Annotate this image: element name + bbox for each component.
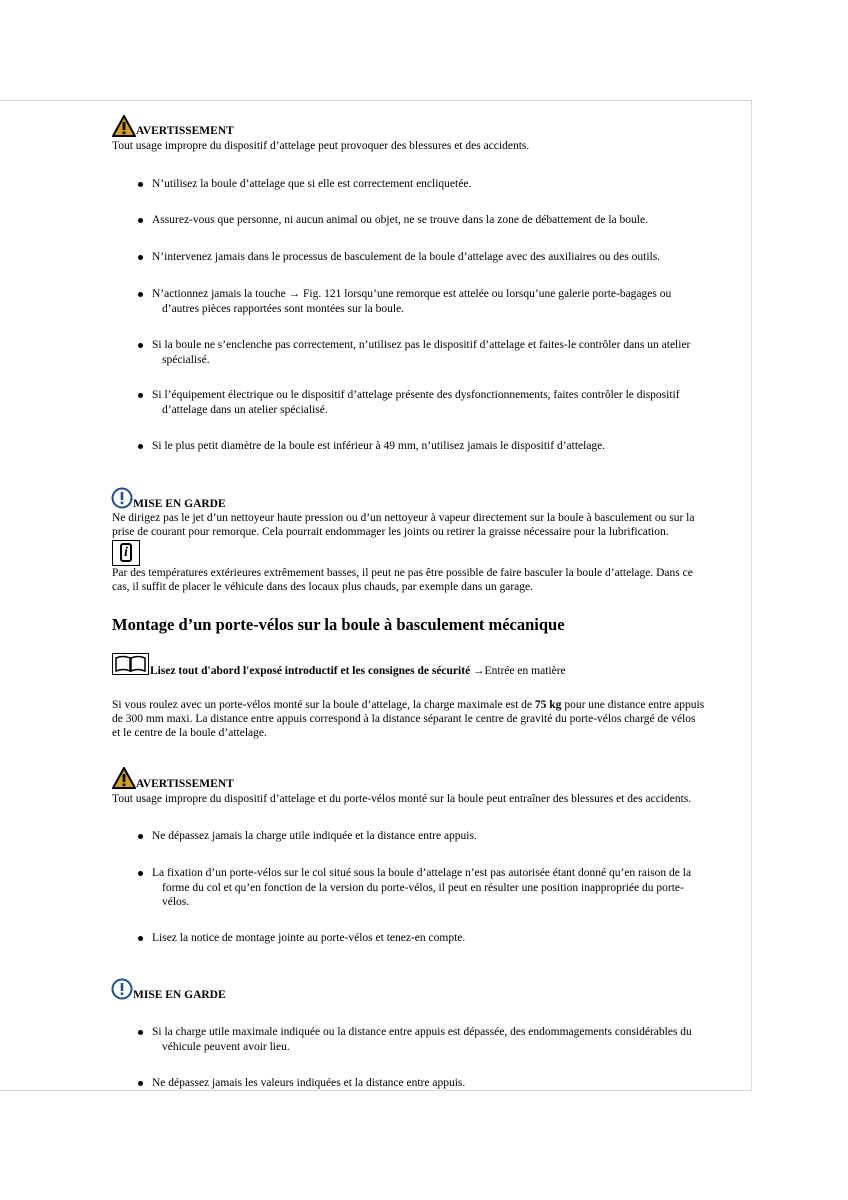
bullet-dot	[138, 444, 143, 449]
bullet-dot	[138, 393, 143, 398]
paragraph-line: et le centre de la boule d’attelage.	[112, 727, 267, 739]
section-title: Montage d’un porte-vélos sur la boule à basculement mécanique	[112, 615, 565, 634]
warning-heading: AVERTISSEMENT	[136, 125, 234, 137]
read-first-line	[150, 664, 566, 679]
bullet-dot	[138, 218, 143, 223]
max-load-value: 75 kg	[534, 699, 562, 711]
book-icon	[112, 653, 149, 675]
paragraph-line: Si vous roulez avec un porte-vélos monté sur la boule d’attelage, la charge maximale est de 75 kg pour une distance entre appuis	[112, 699, 705, 711]
page-frame-top	[0, 100, 752, 101]
info-icon: i	[112, 540, 140, 566]
intro-link[interactable]: →Entrée en matière	[473, 665, 566, 677]
info-text-line: Par des températures extérieures extrêmement basses, il peut ne pas être possible de faire basculer la boule d’attelage. Dans ce	[112, 567, 693, 579]
warning-triangle-icon	[112, 115, 136, 137]
warning-heading: AVERTISSEMENT	[136, 778, 234, 790]
bullet-dot	[138, 343, 143, 348]
bullet-dot	[138, 292, 143, 297]
caution-text-line: prise de courant pour remorque. Cela pourrait endommager les joints ou retirer la graisse nécessaire pour la lubrification.	[112, 526, 669, 538]
warning-intro: Tout usage impropre du dispositif d’attelage et du porte-vélos monté sur la boule peut entraîner des blessures et des accidents.	[112, 793, 692, 805]
caution-heading: MISE EN GARDE	[133, 989, 226, 1001]
bullet-dot	[138, 936, 143, 941]
paragraph-line: de 300 mm maxi. La distance entre appuis correspond à la distance séparant le centre de gravité du porte-vélos chargé de vélos	[112, 713, 696, 725]
bullet-dot	[138, 1081, 143, 1086]
bullet-dot	[138, 182, 143, 187]
warning-intro: Tout usage impropre du dispositif d’attelage peut provoquer des blessures et des accidents.	[112, 140, 530, 152]
caution-icon	[111, 978, 133, 1000]
warning-triangle-icon	[112, 767, 136, 789]
caution-heading: MISE EN GARDE	[133, 498, 226, 510]
bullet-dot	[138, 255, 143, 260]
caution-icon	[111, 487, 133, 509]
bullet-dot	[138, 1030, 143, 1035]
page-frame-right	[751, 100, 752, 1091]
bullet-dot	[138, 871, 143, 876]
info-text-line: cas, il suffit de placer le véhicule dans des locaux plus chauds, par exemple dans un garage.	[112, 581, 533, 593]
bullet-dot	[138, 834, 143, 839]
caution-text-line: Ne dirigez pas le jet d’un nettoyeur haute pression ou d’un nettoyeur à vapeur directement sur la boule à basculement ou sur la	[112, 512, 695, 524]
read-first-text: Lisez tout d'abord l'exposé introductif et les consignes de sécurité	[150, 665, 471, 677]
